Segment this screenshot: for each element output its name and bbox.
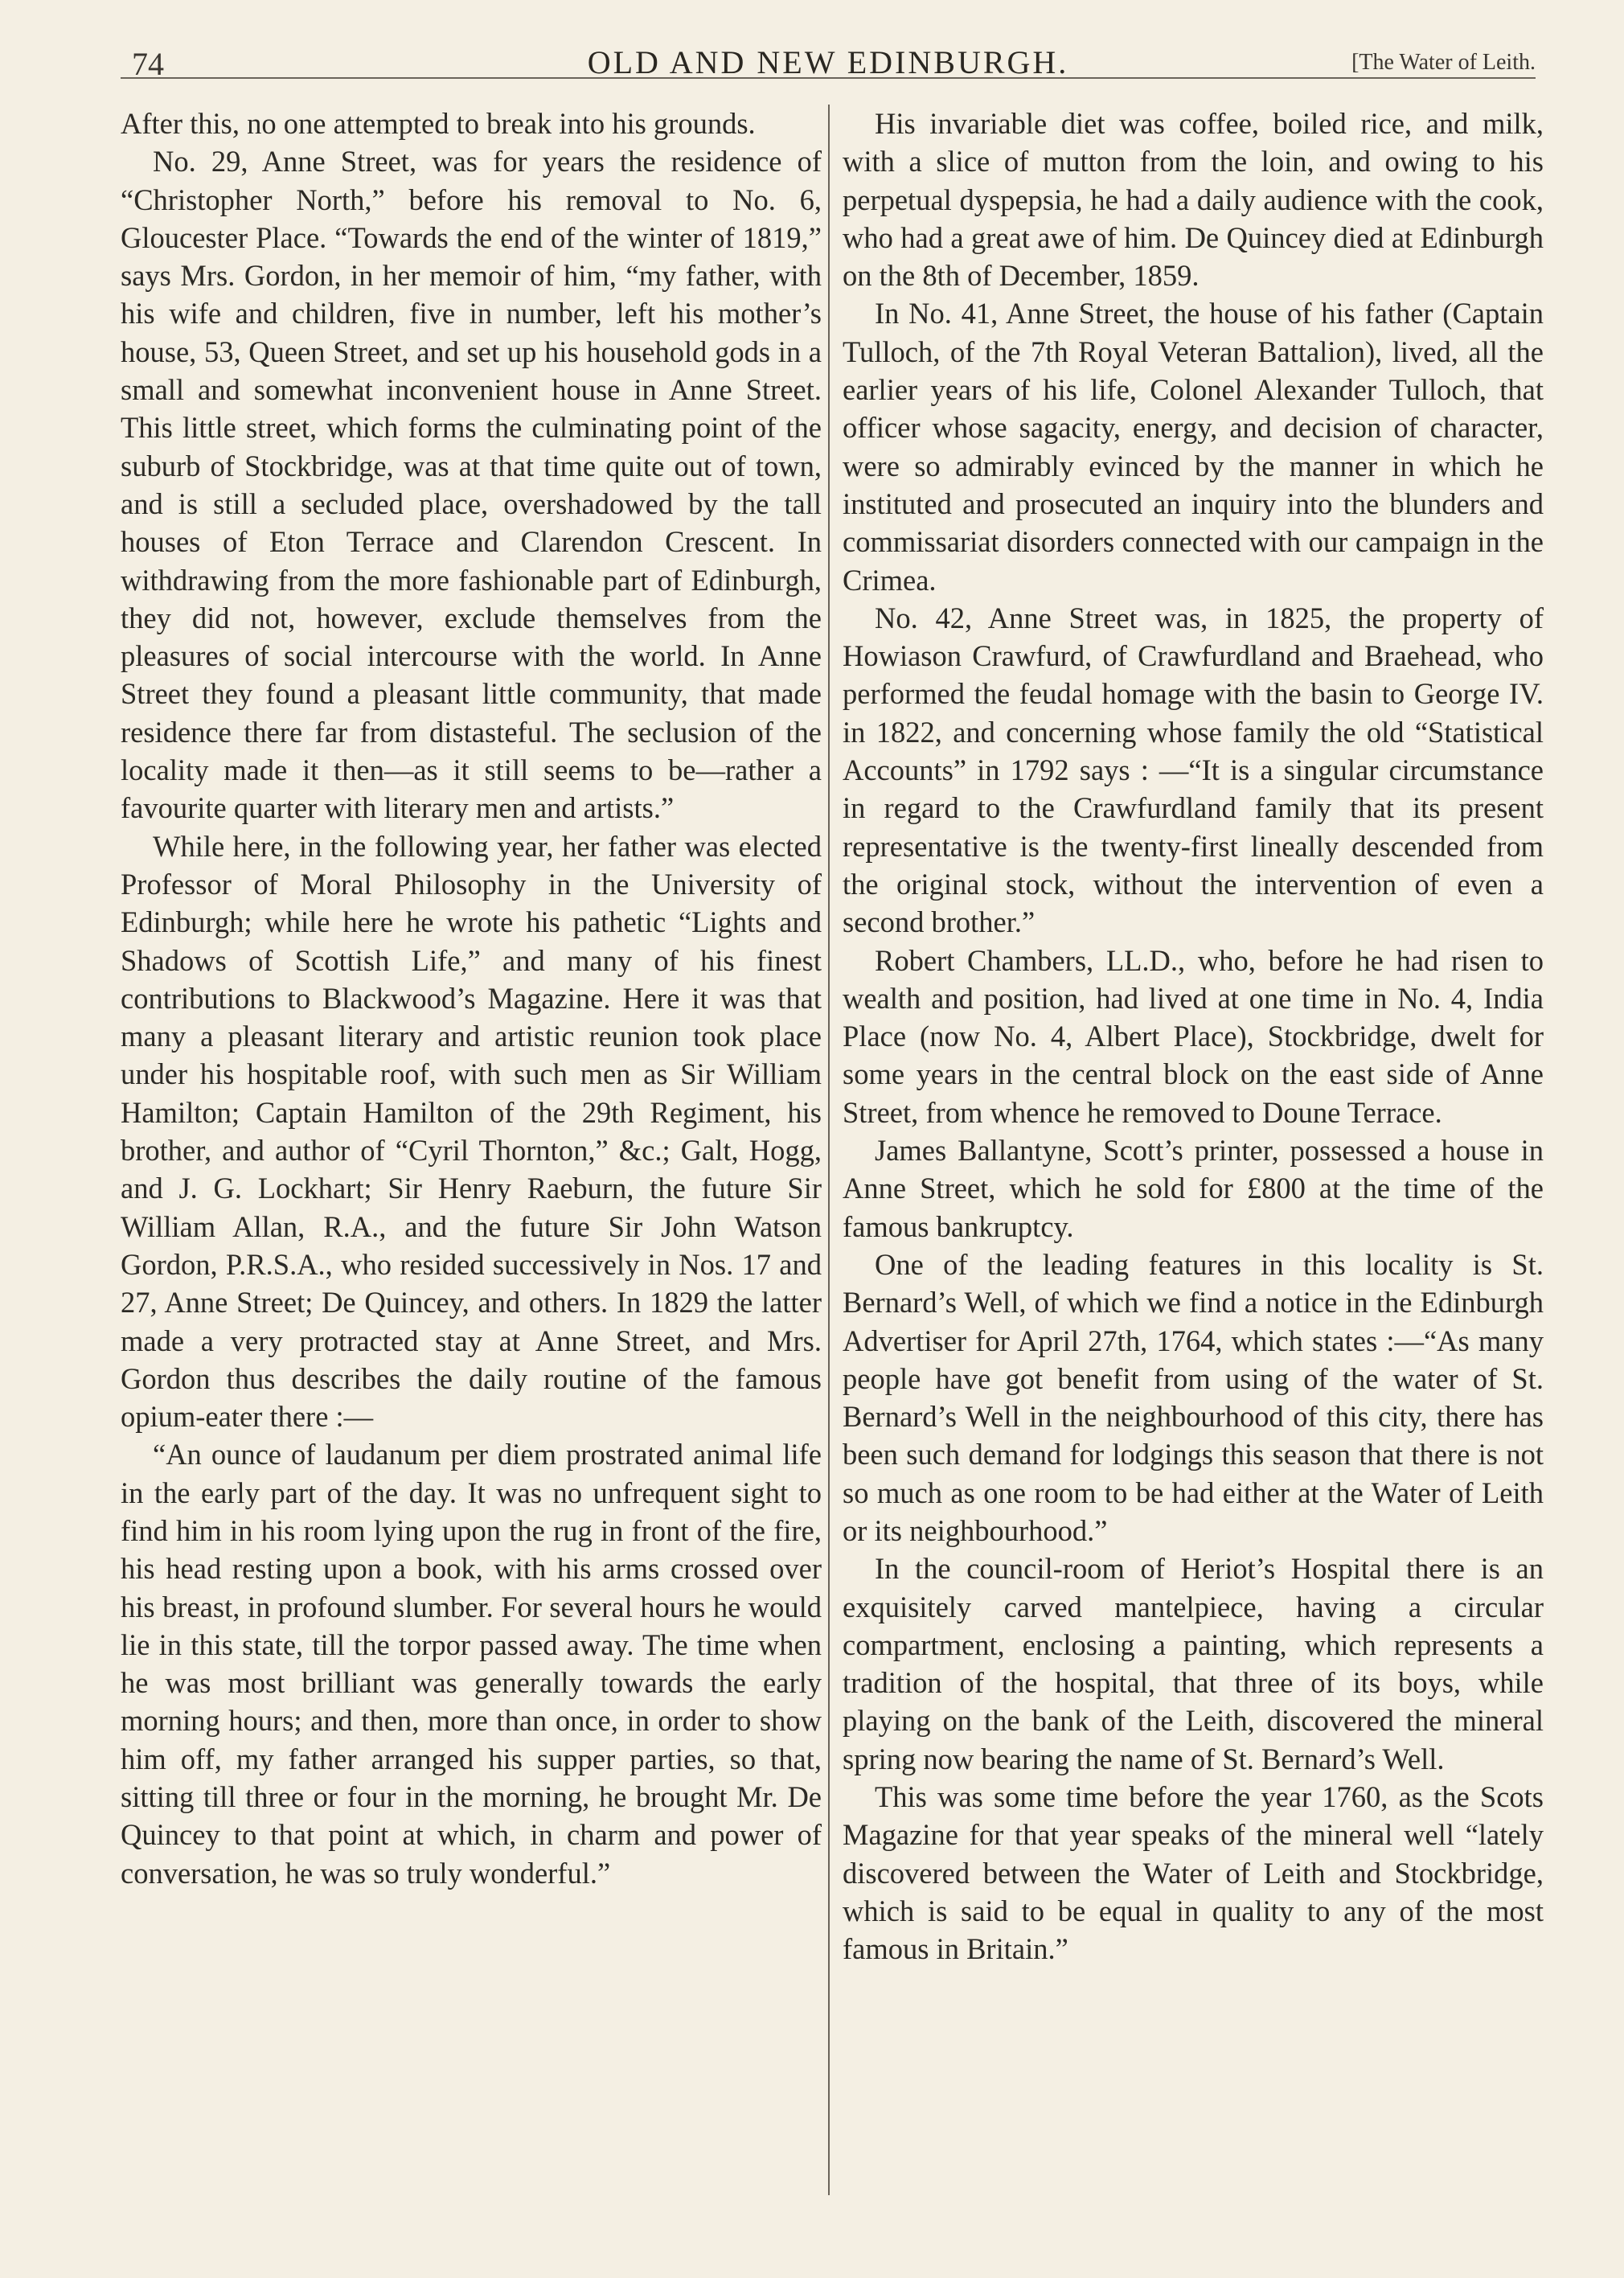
page-number: 74 [132,46,164,82]
paragraph: No. 42, Anne Street was, in 1825, the property of Howiason Crawfurd, of Crawfurdland and Braehead, who performed the feudal homage with the basin to George IV. in 1822, and concerning whose family the old “Statistical Accounts” in 1792 says : —“It is a singular circumstance in regard to the Crawfurdland family that its present representative is the twenty-first lineally descended from the original stock, without the intervention of even a second brother.” [843,601,1544,939]
running-title: OLD AND NEW EDINBURGH. [587,44,1069,80]
paragraph: In the council-room of Heriot’s Hospital there is an exquisitely carved mantelpiece, having a circular compartment, enclosing a painting, which represents a tradition of the hospital, that three of its boys, while playing on the bank of the Leith, discovered the mineral spring now bearing the name of St. Bernard’s Well. [843,1552,1544,1775]
paragraph: This was some time before the year 1760, as the Scots Magazine for that year speaks of the mineral well “lately discovered between the Water of Leith and Stockbridge, which is said to be equal in quality to any of the most famous in Britain.” [843,1780,1544,1966]
paragraph: Robert Chambers, LL.D., who, before he had risen to wealth and position, had lived at one time in No. 4, India Place (now No. 4, Albert Place), Stockbridge, dwelt for some years in the central block on the east side of Anne Street, from whence he removed to Doune Terrace. [843,943,1544,1129]
page-header [121,35,1536,92]
header-rule [121,77,1536,79]
paragraph: In No. 41, Anne Street, the house of his father (Captain Tulloch, of the 7th Royal Veteran Battalion), lived, all the earlier years of his life, Colonel Alexander Tulloch, that officer whose sagacity, energy, and decision of character, were so admirably evinced by the manner in which he instituted and prosecuted an inquiry into the blunders and commissariat disorders connected with our campaign in the Crimea. [843,297,1544,597]
paragraph: One of the leading features in this locality is St. Bernard’s Well, of which we find a notice in the Edinburgh Advertiser for April 27th, 1764, which states :—“As many people have got benefit from using of the water of St. Bernard’s Well in the neighbourhood of this city, there has been such demand for lodgings this season that there is not so much as one room to be had either at the Water of Leith or its neighbourhood.” [843,1247,1544,1547]
paragraph: While here, in the following year, her father was elected Professor of Moral Philosophy in the University of Edinburgh; while here he wrote his pathetic “Lights and Shadows of Scottish Life,” and many of his finest contributions to Blackwood’s Magazine. Here it was that many a pleasant literary and artistic reunion took place under his hospitable roof, with such men as Sir William Hamilton; Captain Hamilton of the 29th Regiment, his brother, and author of “Cyril Thornton,” &c.; Galt, Hogg, and J. G. Lockhart; Sir Henry Raeburn, the future Sir William Allan, R.A., and the future Sir John Watson Gordon, P.R.S.A., who resided successively in Nos. 17 and 27, Anne Street; De Quincey, and others. In 1829 the latter made a very protracted stay at Anne Street, and Mrs. Gordon thus describes the daily routine of the famous opium-eater there :— [121,829,822,1434]
paragraph: No. 29, Anne Street, was for years the residence of “Christopher North,” before his removal to No. 6, Gloucester Place. “Towards the end of the winter of 1819,” says Mrs. Gordon, in her memoir of him, “my father, with his wife and children, five in number, left his mother’s house, 53, Queen Street, and set up his household gods in a small and somewhat inconvenient house in Anne Street. This little street, which forms the culminating point of the suburb of Stockbridge, was at that time quite out of town, and is still a secluded place, overshadowed by the tall houses of Eton Terrace and Clarendon Crescent. In withdrawing from the more fashionable part of Edinburgh, they did not, however, exclude themselves from the pleasures of social intercourse with the world. In Anne Street they found a pleasant little community, that made residence there far from distasteful. The seclusion of the locality made it then—as it still seems to be—rather a favourite quarter with literary men and artists.” [121,145,822,825]
section-title: [The Water of Leith. [1351,50,1536,75]
paragraph: James Ballantyne, Scott’s printer, possessed a house in Anne Street, which he sold for £800 at the time of the famous bankruptcy. [843,1134,1544,1243]
paragraph: His invariable diet was coffee, boiled rice, and milk, with a slice of mutton from the loin, and owing to his perpetual dyspepsia, he had a daily audience with the cook, who had a great awe of him. De Quincey died at Edinburgh on the 8th of December, 1859. [843,107,1544,293]
paragraph: “An ounce of laudanum per diem prostrated animal life in the early part of the day. It was no unfrequent sight to find him in his room lying upon the rug in front of the fire, his head resting upon a book, with his arms crossed over his breast, in profound slumber. For several hours he would lie in this state, till the torpor passed away. The time when he was most brilliant was generally towards the early morning hours; and then, more than once, in order to show him off, my father arranged his supper parties, so that, sitting till three or four in the morning, he brought Mr. De Quincey to that point at which, in charm and power of conversation, he was so truly wonderful.” [121,1438,822,1890]
paragraph: After this, no one attempted to break into his grounds. [121,107,756,140]
left-column [121,105,822,1892]
right-column [843,105,1544,1968]
column-divider [828,105,830,2195]
